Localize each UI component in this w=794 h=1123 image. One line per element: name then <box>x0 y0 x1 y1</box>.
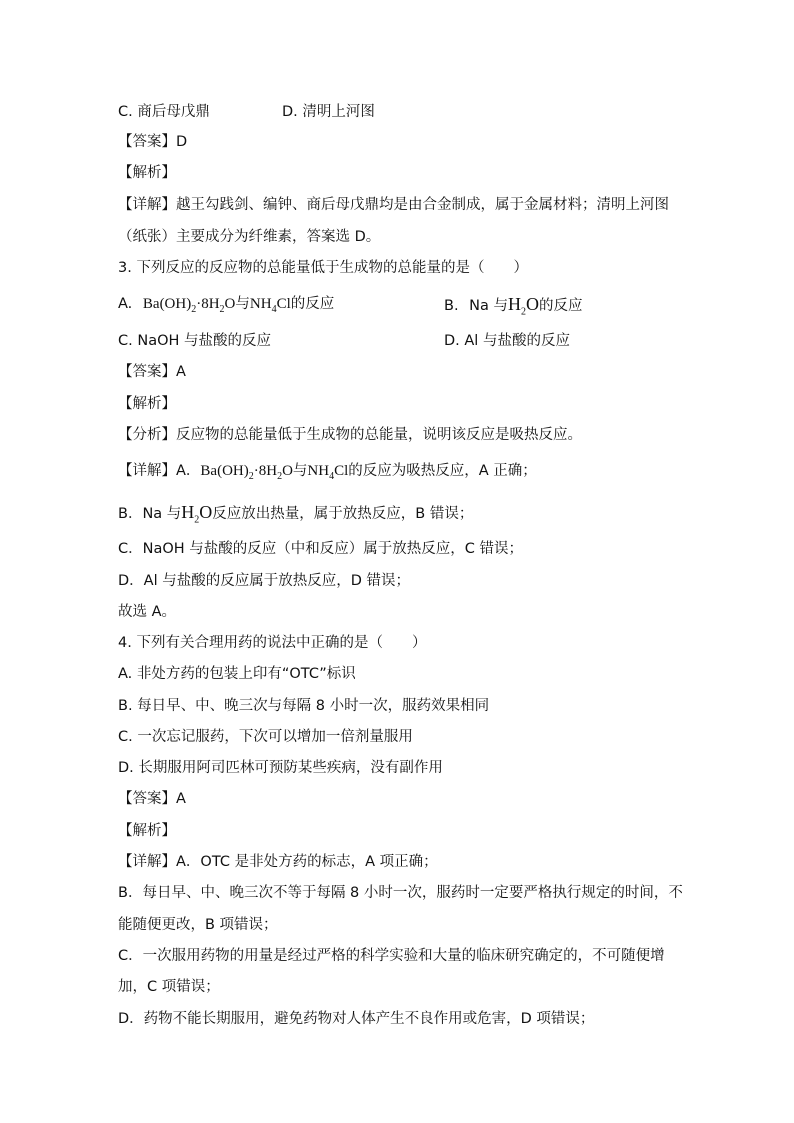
q3-option-a-tail: 的反应 <box>290 296 335 312</box>
q3-analysis: 【分析】反应物的总能量低于生成物的总能量，说明该反应是吸热反应。 <box>118 427 582 443</box>
q3-analysis-label: 【解析】 <box>118 396 176 412</box>
q2-option-d: D. 清明上河图 <box>282 104 375 120</box>
q3-option-d: D. Al 与盐酸的反应 <box>444 333 570 349</box>
q3-detail-a-formula: $Ba(OH)_2\cdot 8H_2O$ <box>200 463 293 482</box>
q4-option-d: D. 长期服用阿司匹林可预防某些疾病，没有副作用 <box>118 760 443 776</box>
q3-option-a-label: A. <box>118 296 133 312</box>
q4-detail-b-line-2: 能随便更改，B 项错误； <box>118 917 278 933</box>
q3-detail-d: D．Al 与盐酸的反应属于放热反应，D 错误； <box>118 573 410 589</box>
q4-analysis-label: 【解析】 <box>118 823 176 839</box>
q4-detail-d: D．药物不能长期服用，避免药物对人体产生不良作用或危害，D 项错误； <box>118 1011 595 1027</box>
q3-option-a-with: 与 <box>235 296 250 312</box>
q2-option-c: C. 商后母戊鼎 <box>118 104 210 120</box>
q3-detail-b: B．Na 与$H_2O$反应放出热量，属于放热反应，B 错误； <box>118 502 474 526</box>
q3-option-c: C. NaOH 与盐酸的反应 <box>118 333 271 349</box>
q3-option-a-formula: $Ba(OH)_2\cdot 8H_2O$ <box>142 296 236 315</box>
q2-detail-line-1: 【详解】越王勾践剑、编钟、商后母戊鼎均是由合金制成，属于金属材料；清明上河图 <box>118 197 669 213</box>
q2-answer: 【答案】D <box>118 134 188 150</box>
q4-detail-b-line-1: B．每日早、中、晚三次不等于每隔 8 小时一次，服药时一定要严格执行规定的时间，不 <box>118 885 683 901</box>
q4-option-b: B. 每日早、中、晚三次与每隔 8 小时一次，服药效果相同 <box>118 698 490 714</box>
q4-answer: 【答案】A <box>118 791 186 807</box>
q3-option-b-formula: $H_2O$ <box>508 294 540 318</box>
q3-option-b-tail: 的反应 <box>539 298 583 314</box>
q3-detail-c: C．NaOH 与盐酸的反应（中和反应）属于放热反应，C 错误； <box>118 541 524 557</box>
q4-detail-c-line-2: 加，C 项错误； <box>118 979 220 995</box>
q3-answer: 【答案】A <box>118 364 186 380</box>
q4-option-c: C. 一次忘记服药，下次可以增加一倍剂量服用 <box>118 729 413 745</box>
q3-conclusion: 故选 A。 <box>118 604 177 620</box>
q3-option-a-formula-2: $NH_4Cl$ <box>249 296 291 315</box>
q2-analysis-label: 【解析】 <box>118 165 176 181</box>
q4-stem: 4. 下列有关合理用药的说法中正确的是（ ） <box>118 635 427 651</box>
q3-detail-b-formula: $H_2O$ <box>181 502 213 526</box>
q2-detail-line-2: （纸张）主要成分为纤维素，答案选 D。 <box>118 229 381 245</box>
q3-option-a <box>118 294 334 314</box>
q4-detail-c-line-1: C．一次服用药物的用量是经过严格的科学实验和大量的临床研究确定的，不可随便增 <box>118 948 665 964</box>
q3-option-b-na: Na 与 <box>469 298 509 314</box>
q4-option-a: A. 非处方药的包装上印有“OTC”标识 <box>118 666 356 682</box>
q3-option-b-label: B. <box>444 298 459 314</box>
q4-detail-a: 【详解】A．OTC 是非处方药的标志，A 项正确； <box>118 854 438 870</box>
q3-stem: 3. 下列反应的反应物的总能量低于生成物的总能量的是（ ） <box>118 260 528 276</box>
q3-option-b <box>444 294 583 316</box>
q3-detail-a-formula-2: $NH_4Cl$ <box>307 463 349 482</box>
q3-detail-a: 【详解】A．$Ba(OH)_2\cdot 8H_2O$与$NH_4Cl$的反应为吸热反应，A 正确； <box>118 463 537 482</box>
